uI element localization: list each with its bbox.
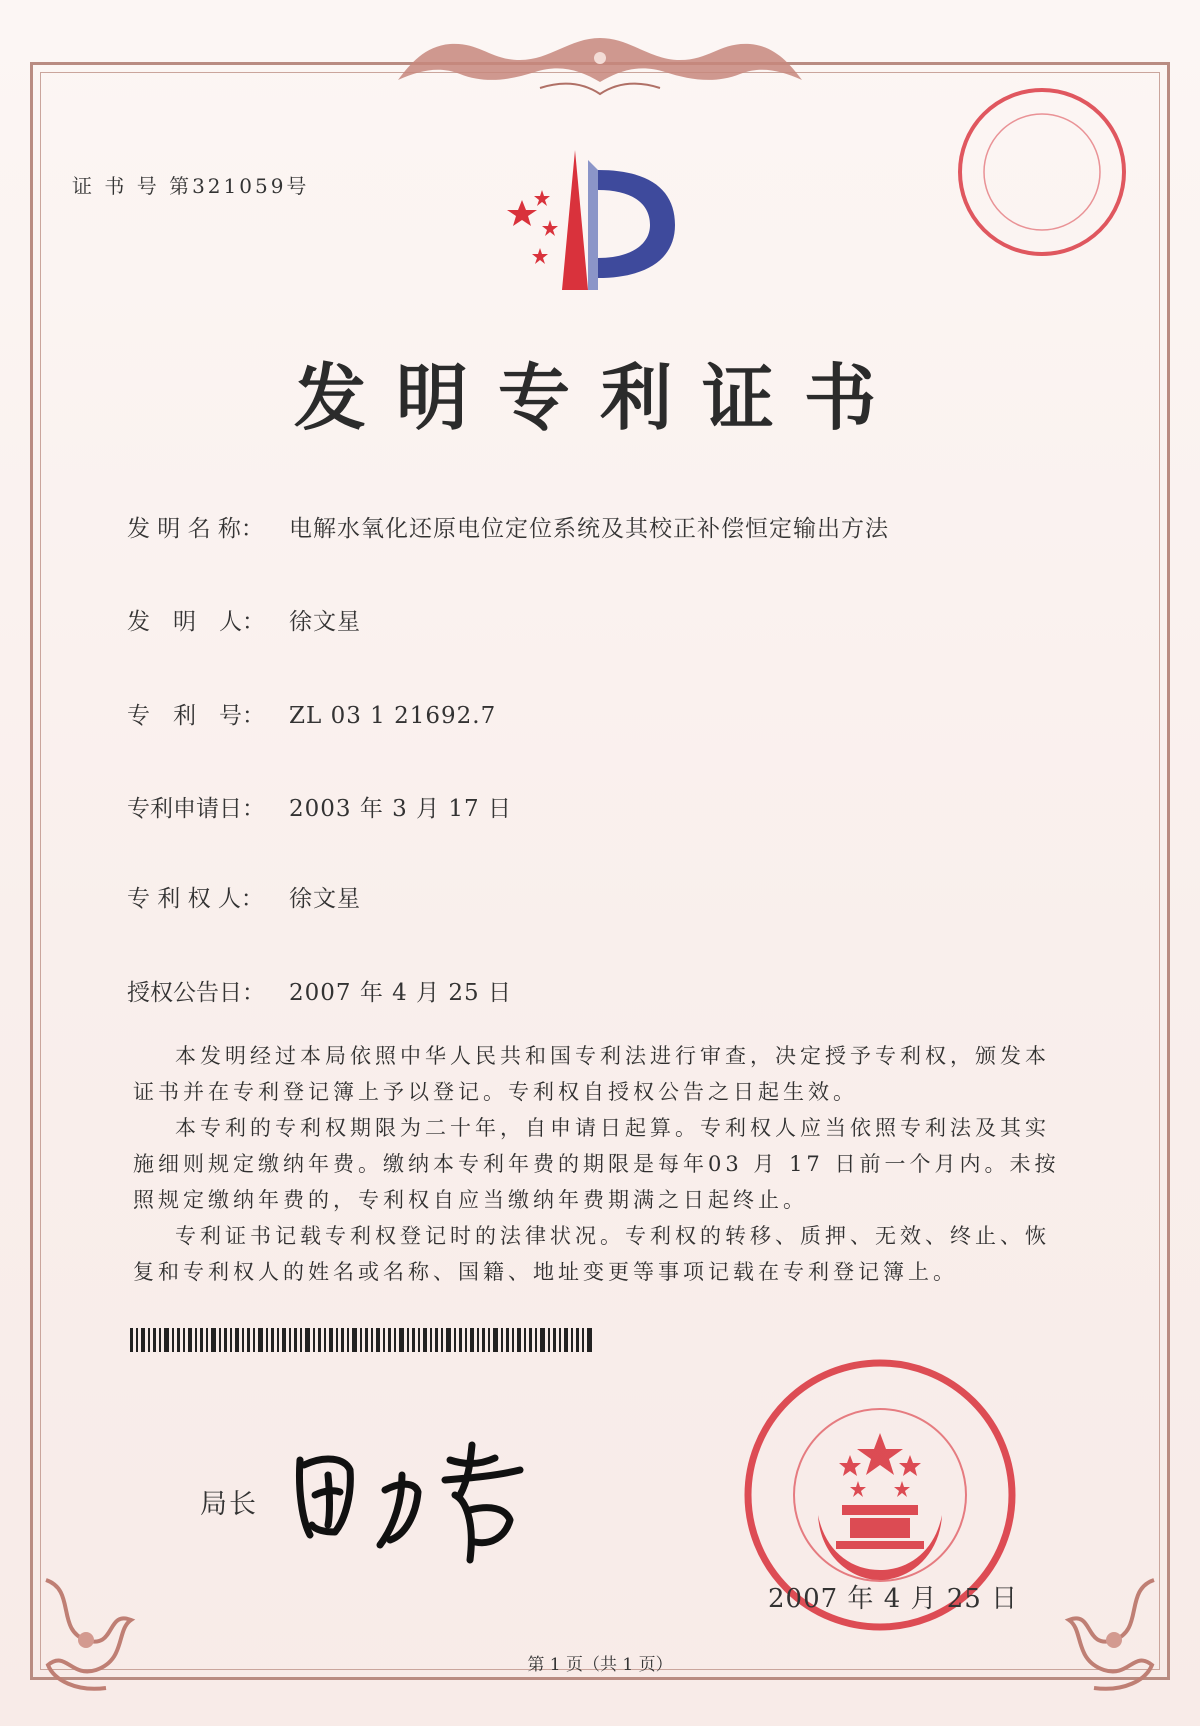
director-title: 局长 <box>200 1489 258 1520</box>
field-label: 专 利 号： <box>127 703 265 729</box>
body-text <box>133 1038 1073 1290</box>
director-signature <box>290 1420 540 1570</box>
field-label: 专利申请日： <box>127 796 265 822</box>
field-patent-number <box>127 697 496 730</box>
field-value: ZL 03 1 21692.7 <box>289 703 497 729</box>
issue-date: 2007 年 4 月 25 日 <box>768 1584 1019 1614</box>
field-value: 2003 年 3 月 17 日 <box>289 796 512 822</box>
bottom-left-ornament <box>36 1570 146 1700</box>
field-patentee <box>127 880 361 913</box>
field-label: 发 明 名 称： <box>127 516 264 542</box>
field-inventor <box>127 603 361 636</box>
certificate-number: 证 书 号 第321059号 <box>72 174 310 198</box>
bottom-right-ornament <box>1054 1570 1164 1700</box>
top-ornament <box>390 30 810 100</box>
patent-office-logo-icon <box>500 150 700 310</box>
barcode <box>130 1328 595 1352</box>
document-title: 发明专利证书 <box>293 355 906 440</box>
field-label: 发 明 人： <box>127 609 265 635</box>
field-label: 专 利 权 人： <box>127 886 264 912</box>
page-number: 第 1 页（共 1 页） <box>527 1655 673 1675</box>
paragraph-legal-status: 专利证书记载专利权登记时的法律状况。专利权的转移、质押、无效、终止、恢复和专利权人的姓名或名称、国籍、地址变更等事项记载在专利登记簿上。 <box>133 1224 1050 1284</box>
field-label: 授权公告日： <box>127 980 265 1006</box>
paragraph-examination: 本发明经过本局依照中华人民共和国专利法进行审查，决定授予专利权，颁发本证书并在专利登记簿上予以登记。专利权自授权公告之日起生效。 <box>133 1044 1050 1104</box>
field-invention-name <box>127 510 889 543</box>
field-value: 电解水氧化还原电位定位系统及其校正补偿恒定输出方法 <box>289 516 889 542</box>
tax-stamp-seal <box>955 85 1130 260</box>
field-grant-date <box>127 974 512 1007</box>
field-application-date <box>127 790 512 823</box>
field-value: 2007 年 4 月 25 日 <box>289 980 512 1006</box>
paragraph-term: 本专利的专利权期限为二十年，自申请日起算。专利权人应当依照专利法及其实施细则规定缴纳年费。缴纳本专利年费的期限是每年03 月 17 日前一个月内。未按照规定缴纳年费的，专利权自应当缴纳年费期满之日起终止。 <box>133 1116 1060 1212</box>
field-value: 徐文星 <box>289 609 361 635</box>
field-value: 徐文星 <box>289 886 361 912</box>
